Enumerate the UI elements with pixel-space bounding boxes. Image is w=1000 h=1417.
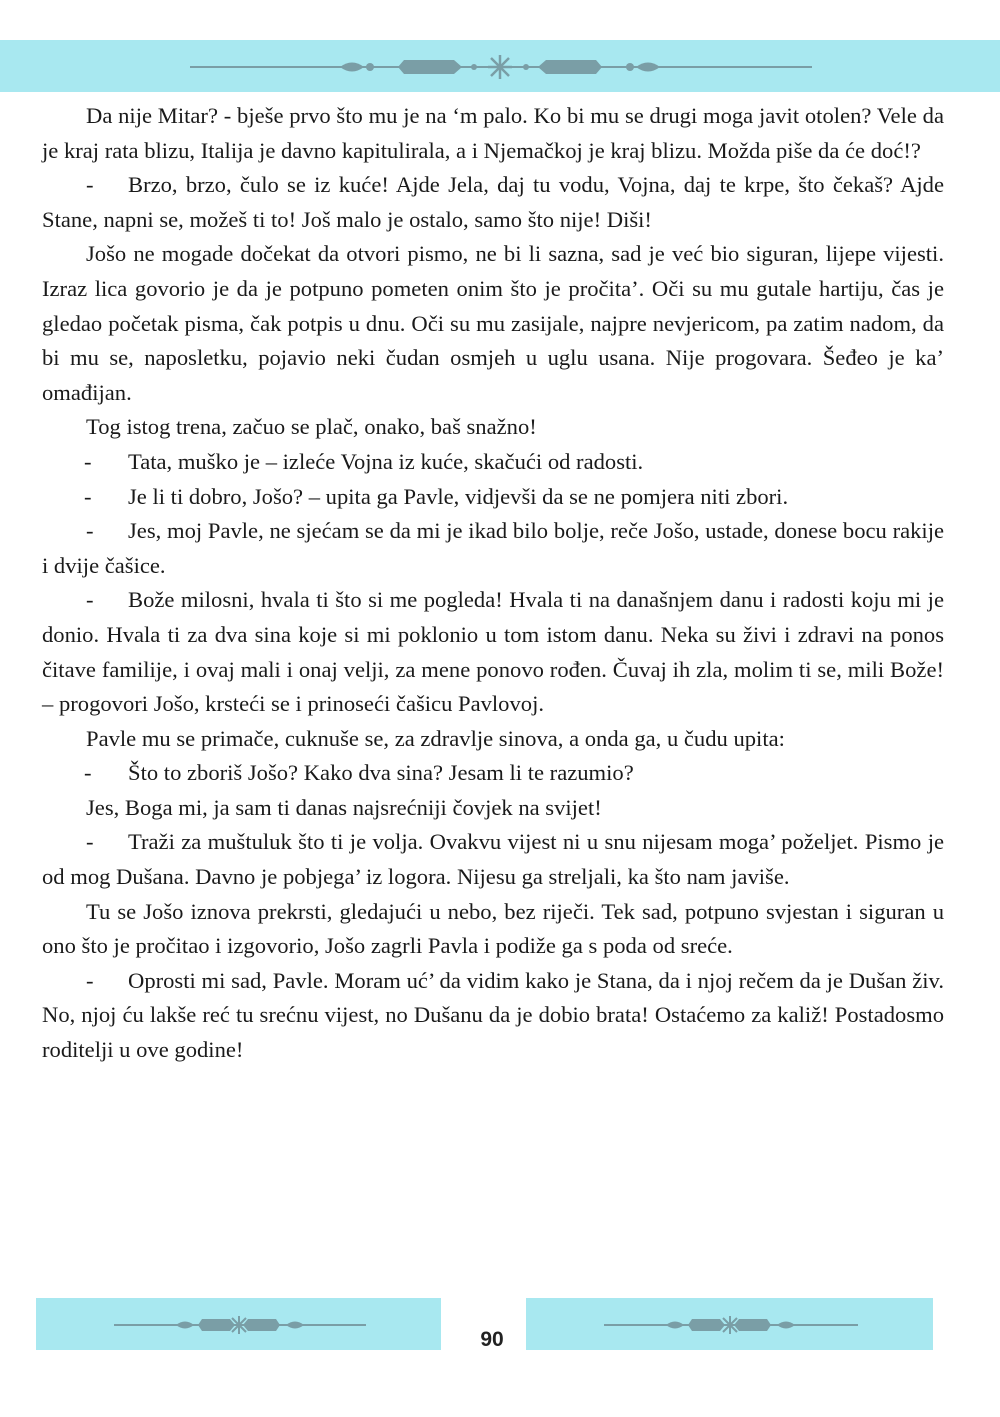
dialogue-paragraph: - Oprosti mi sad, Pavle. Moram uć’ da vidim kako je Stana, da i njoj rečem da je Dušan živ. No, njoj ću lakše reć tu srećnu vijest, no Dušanu da je dobio brata! Ostaćemo za kaliž! Postadosmo roditelji u ove godine! — [42, 967, 944, 1063]
paragraph: Tu se Jošo iznova prekrsti, gledajući u nebo, bez riječi. Tek sad, potpuno svjestan i siguran u ono što je pročitao i izgovorio, Jošo zagrli Pavla i podiže ga s poda od sreće. — [42, 898, 944, 959]
footer-band-left — [36, 1298, 441, 1350]
footer-band-right — [526, 1298, 933, 1350]
header-ornament-icon — [0, 40, 1000, 92]
paragraph: Pavle mu se primače, cuknuše se, za zdravlje sinova, a onda ga, u čudu upita: — [86, 725, 785, 751]
dialogue-paragraph: - Tata, muško je – izleće Vojna iz kuće, skačući od radosti. — [84, 448, 644, 474]
footer-left-ornament-icon — [36, 1298, 441, 1350]
dialogue-paragraph: - Brzo, brzo, čulo se iz kuće! Ajde Jela, daj tu vodu, Vojna, daj te krpe, što čekaš? Ajde Stane, napni se, možeš ti to! Još malo je ostalo, samo što nije! Diši! — [42, 172, 944, 232]
dialogue-paragraph: - Je li ti dobro, Jošo? – upita ga Pavle, vidjevši da se ne pomjera niti zbori. — [84, 483, 789, 509]
body-text — [42, 99, 944, 1068]
paragraph: Da nije Mitar? - bješe prvo što mu je na ‘m palo. Ko bi mu se drugi moga javit otolen? Vele da je kraj rata blizu, Italija je davno kapitulirala, a i Njemačkoj je kraj blizu. Možda piše da će doć!? — [42, 103, 944, 163]
header-band — [0, 40, 1000, 92]
dialogue-paragraph: - Što to zboriš Jošo? Kako dva sina? Jesam li te razumio? — [84, 760, 634, 786]
footer-right-ornament-icon — [526, 1298, 933, 1350]
dialogue-paragraph: - Bože milosni, hvala ti što si me pogleda! Hvala ti na današnjem danu i radosti koju mi je donio. Hvala ti za dva sina koje si mi poklonio u tom istom danu. Neka su živi i zdravi na ponos čitave familije, i ovaj mali i onaj velji, za mene ponovo rođen. Čuvaj ih zla, molim ti se, mili Bože! – progovori Jošo, krsteći se i prinoseći čašicu Pavlovoj. — [42, 587, 944, 717]
page-number: 90 — [480, 1328, 504, 1351]
dialogue-paragraph: - Jes, moj Pavle, ne sjećam se da mi je ikad bilo bolje, reče Jošo, ustade, donese bocu rakije i dvije čašice. — [42, 518, 944, 578]
dialogue-paragraph: - Traži za muštuluk što ti je volja. Ovakvu vijest ni u snu nijesam moga’ poželjet. Pismo je od mog Dušana. Davno je pobjega’ iz logora. Nijesu ga streljali, ka što nam javiše. — [42, 829, 944, 890]
paragraph: Tog istog trena, začuo se plač, onako, baš snažno! — [86, 414, 537, 440]
paragraph: Jošo ne mogade dočekat da otvori pismo, ne bi li sazna, sad je već bio siguran, lijepe vijesti. Izraz lica govorio je da je potpuno pometen onim što je pročita’. Oči su mu gutale hartiju, čas je gledao početak pisma, čak potpis u dnu. Oči su mu zasijale, najpre nevjericom, pa zatim nadom, da bi mu se, naposletku, pojavio neki čudan osmjeh u uglu usana. Nije progovara. Šeđeo je ka’ omađijan. — [42, 241, 944, 405]
paragraph: Jes, Boga mi, ja sam ti danas najsrećniji čovjek na svijet! — [86, 794, 602, 820]
